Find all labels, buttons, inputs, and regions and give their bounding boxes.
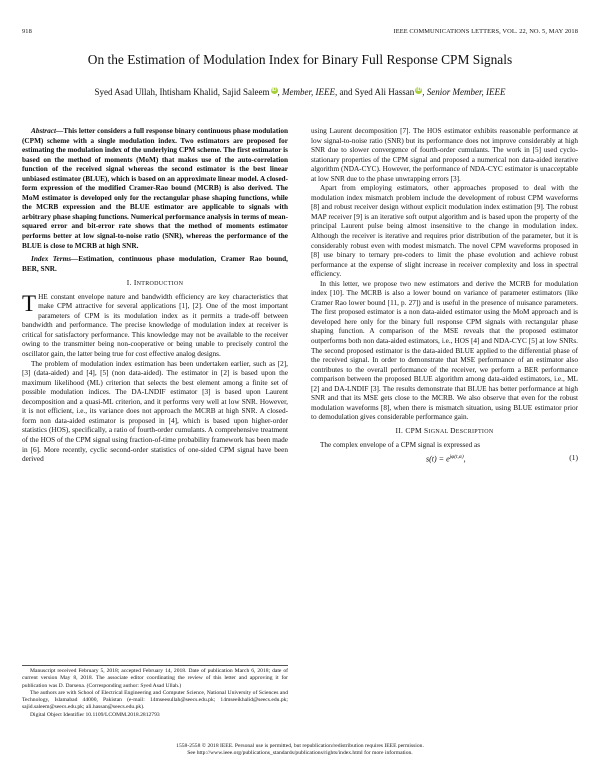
author-names-1: Syed Asad Ullah, Ihtisham Khalid, Sajid Saleem xyxy=(94,87,270,97)
paper-title: On the Estimation of Modulation Index for Binary Full Response CPM Signals xyxy=(87,52,513,67)
footnote-doi[interactable]: Digital Object Identifier 10.1109/LCOMM.2018.2812793 xyxy=(30,711,160,718)
author-list xyxy=(20,86,580,98)
copyright-footer xyxy=(22,743,578,758)
footnote-manuscript: Manuscript received February 5, 2018; accepted February 14, 2018. Date of publication March 6, 2018; date of current version May 8, 2018. The associate editor coordinating the review of this letter and approving it for publication was D. Darsena. (Corresponding author: Syed Asad Ullah.) xyxy=(22,668,288,689)
equation-1 xyxy=(311,451,578,466)
intro-paragraph-2: The problem of modulation index estimation has been undertaken earlier, such as [2], [3] (data-aided) and [4], [5] (non data-aided). The estimator in [2] is based upon the maximum likelihood (ML) criterion that selects the best element among a finite set of possible modulation indices. The DA-LNDIF estimator [3] is based upon Laurent decomposition and a quasi-ML criterion, and it performs very well at low SNR. However, it is not efficient, i.e., its variance does not approach the MCRB at high SNR. A closed-form non data-aided estimator is proposed in [4], which is based upon higher-order statistics (HOS), specifically, a ratio of fourth-order cumulants. A comprehensive treatment of the HOS of the CPM signal using fraction-of-time probability framework has been made in [6]. More recently, cyclic second-order statistics of one-sided CPM signal have been derived xyxy=(22,359,288,464)
abstract-label: Abstract xyxy=(31,127,56,135)
page-number: 918 xyxy=(22,28,32,35)
index-terms-label: Index Terms xyxy=(31,255,72,264)
index-terms-text: Estimation, continuous phase modulation, Cramer Rao bound, BER, SNR. xyxy=(22,255,288,273)
abstract: Abstract—This letter considers a full response binary continuous phase modulation (CPM) scheme with a single modulation index. Two estimators are proposed for estimating the modulation index of the underlying CPM scheme. The first estimator is based on the method of moments (MoM) that makes use of the auto-correlation function of the received signal whereas the second estimator is the best linear unbiased estimator (BLUE), which is based on an approximate linear model. A closed-form expression of the modified Cramer-Rao bound (MCRB) is also derived. The MoM estimator is developed only for the rectangular phase shaping functions, while the MCRB expression and the BLUE estimator are applicable to signals with arbitrary phase shaping functions. Numerical performance analysis in terms of mean-squared error and bit-error rate shows that the method of moments estimator performs better at low signal-to-noise ratio (SNR), whereas the performance of the BLUE is close to MCRB at high SNR. xyxy=(22,127,288,250)
orcid-icon[interactable]: iD xyxy=(416,87,422,93)
author-role-1: , Member, IEEE, xyxy=(277,87,338,97)
intro-paragraph-1: THE constant envelope nature and bandwidth efficiency are key characteristics that make CPM attractive for several applications [1], [2]. One of the most important parameters of CPM is its modulation index as it permits a trade-off between bandwidth and performance. The precise knowledge of modulation index at receiver is critical for satisfactory performance. This knowledge may not be available to the receiver owing to the transmitter being non-cooperative or being unable to precisely control the oscillator gain, the latter being true for cost effective analog designs. xyxy=(22,290,288,359)
abstract-text: This letter considers a full response binary continuous phase modulation (CPM) scheme with a single modulation index. Two estimators are proposed for estimating the modulation index of the underlying CPM scheme. The first estimator is based on the method of moments (MoM) that makes use of the auto-correlation function of the received signal whereas the second estimator is the best linear unbiased estimator (BLUE), which is based on an approximate linear model. A closed-form expression of the modified Cramer-Rao bound (MCRB) is also derived. The MoM estimator is developed only for the rectangular phase shaping functions, while the MCRB expression and the BLUE estimator are applicable to signals with arbitrary phase shaping functions. Numerical performance analysis in terms of mean-squared error and bit-error rate shows that the method of moments estimator performs better at low signal-to-noise ratio (SNR), whereas the performance of the BLUE is close to MCRB at high SNR. xyxy=(22,127,288,250)
index-terms: Index Terms—Estimation, continuous phase modulation, Cramer Rao bound, BER, SNR. xyxy=(22,255,288,273)
footnote-affiliation: The authors are with School of Electrical Engineering and Computer Science, National University of Sciences and Technology, Islamabad 44000, Pakistan (e-mail: 14mseesullah@seecs.edu.pk; 14mseeikhalid@seecs.edu.pk; sajid.saleem@seecs.edu.pk; ali.hassan@seecs.edu.pk). xyxy=(22,689,288,711)
section-heading-introduction: I. INTRODUCTION xyxy=(126,278,184,288)
journal-name: IEEE COMMUNICATIONS LETTERS, VOL. 22, NO. 5, MAY 2018 xyxy=(393,28,578,35)
intro-paragraph-3: using Laurent decomposition [7]. The HOS estimator exhibits reasonable performance at low signal-to-noise ratio (SNR) but its performance does not improve considerably at high SNR due to slower convergence of fourth-order cumulants. The work in [5] used cyclo-stationary properties of the CPM signal and proposed a numerical non data-aided iterative algorithm (NDA-CYC). However, the performance of NDA-CYC estimator is unacceptable at low SNR due to the phase unwrapping errors [3]. xyxy=(311,127,578,183)
left-column xyxy=(22,127,288,465)
footnotes xyxy=(22,665,288,719)
section-heading-cpm: II. CPM SIGNAL DESCRIPTION xyxy=(395,425,494,435)
orcid-icon[interactable]: iD xyxy=(271,87,277,93)
drop-cap: T xyxy=(22,290,37,316)
right-column xyxy=(311,127,578,466)
equation-number: (1) xyxy=(569,453,578,463)
author-role-2: , Senior Member, IEEE xyxy=(422,87,506,97)
author-names-2: and Syed Ali Hassan xyxy=(337,87,415,97)
intro-paragraph-5: In this letter, we propose two new estimators and derive the MCRB for modulation index [10]. The MCRB is also a lower bound on variance of parameter estimators (like Cramer Rao lower bound [11, p. 27]) and is useful in the presence of nuisance parameters. The first proposed estimator is a non data-aided estimator using the MoM approach and is developed here only for the binary full response CPM signals with rectangular phase shaping function. A comparison of the MSE reveals that the proposed estimator outperforms both non data-aided estimators, i.e., HOS [4] and NDA-CYC [5] at low SNRs. The second proposed estimator is the data-aided BLUE applied to the differential phase of the received signal. In order to demonstrate that MSE performance of an estimator also contributes to the overall performance of the receiver, we perform a BER performance comparison between the proposed BLUE algorithm among data-aided estimators, i.e., ML [2] and DA-LNDIF [3]. The results demonstrate that BLUE has better performance at high SNR and that its MSE gets close to the MCRB. We also observe that even for the robust modulation waveforms [8], when there is mismatch situation, using BLUE estimator prior to demodulation gives considerable performance gain. xyxy=(311,279,578,422)
cpm-paragraph-1: The complex envelope of a CPM signal is expressed as xyxy=(320,440,481,449)
intro-paragraph-4: Apart from employing estimators, other approaches proposed to deal with the modulation index mismatch problem include the development of robust CPM waveforms [8] and robust receiver design without explicit modulation index estimation [9]. The robust MAP receiver [9] is an iterative soft output algorithm and is based upon the property of the principal Laurent pulse being almost insensitive to the change in modulation index. Although the receiver is iterative and requires prior distribution of the parameter, but it is considerably robust even with modest mismatch. The novel CPM waveforms proposed in [8] use binary to ternary pre-coders to limit the phase evolution and achieve robust performance at the expense of slight increase in receiver complexity and loss in spectral efficiency. xyxy=(311,184,578,279)
running-header xyxy=(22,28,578,38)
rights-link[interactable]: See http://www.ieee.org/publications_standards/publications/rights/index.html for more information. xyxy=(187,750,413,757)
copyright-line: 1558-2558 © 2018 IEEE. Personal use is permitted, but republication/redistribution requires IEEE permission. xyxy=(176,743,424,749)
equation-body: $s(t) = e^{j\varphi(t,\alpha)}$, xyxy=(426,454,466,464)
